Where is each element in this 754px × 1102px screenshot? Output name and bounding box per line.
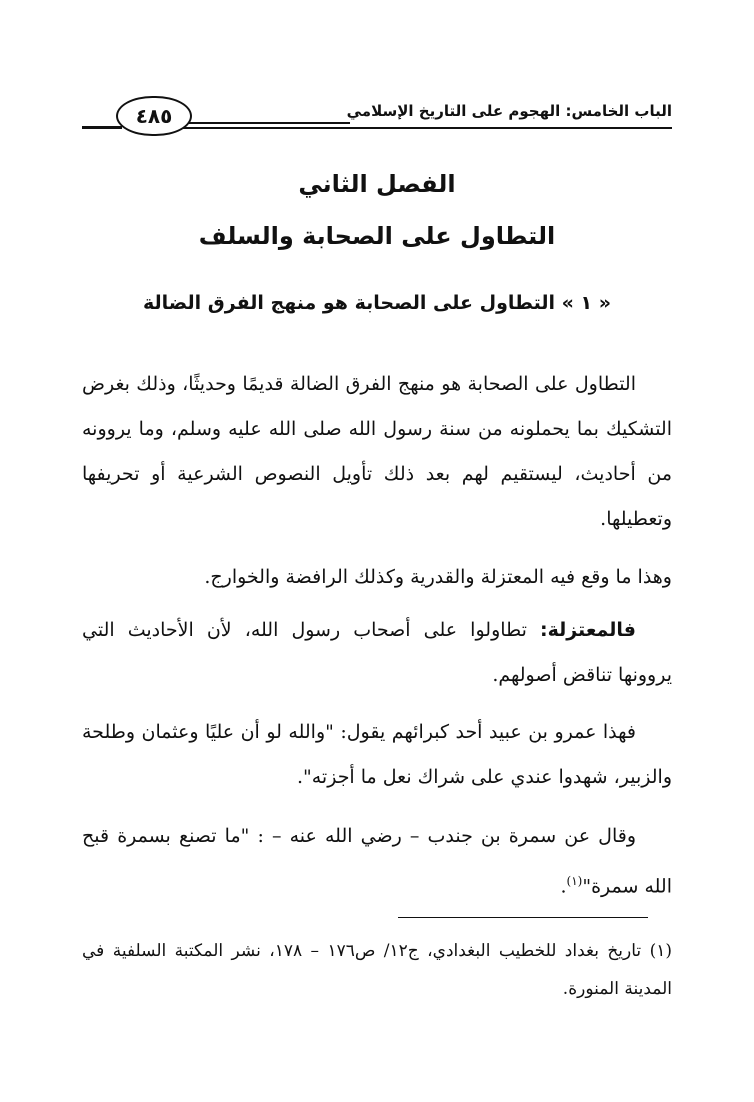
running-header-title: الباب الخامس: الهجوم على التاريخ الإسلامي	[346, 102, 672, 120]
header-rule	[350, 127, 672, 129]
paragraph-lead-term: فالمعتزلة:	[539, 619, 636, 641]
paragraph-5	[82, 814, 672, 909]
paragraph-3-text: تطاولوا على أصحاب رسول الله، لأن الأحاديث التي يروونها تناقض أصولهم.	[82, 619, 672, 686]
section-title: « ١ » التطاول على الصحابة هو منهج الفرق الضالة	[143, 292, 611, 314]
paragraph-1: التطاول على الصحابة هو منهج الفرق الضالة قديمًا وحديثًا، وذلك بغرض التشكيك بما يحملونه من سنة رسول الله صلى الله عليه وسلم، وما يروونه من أحاديث، ليستقيم لهم بعد ذلك تأويل النصوص الشرعية أو تحريفها وتعطيلها.	[82, 373, 672, 530]
footnote-reference: (١)	[566, 874, 583, 888]
chapter-title: التطاول على الصحابة والسلف	[198, 222, 556, 250]
paragraph-5-end: .	[560, 875, 567, 898]
page-number: ٤٨٥	[116, 96, 192, 136]
paragraph-3	[82, 608, 672, 698]
running-header	[82, 96, 672, 136]
paragraph-2: وهذا ما وقع فيه المعتزلة والقدرية وكذلك الرافضة والخوارج.	[204, 566, 672, 588]
paragraph-4: فهذا عمرو بن عبيد أحد كبرائهم يقول: "والله لو أن عليًا وعثمان وطلحة والزبير، شهدوا عندي على شراك نعل ما أجزته".	[82, 721, 672, 788]
header-rule-left	[82, 126, 122, 129]
chapter-label: الفصل الثاني	[298, 170, 456, 198]
paragraph-5-text: وقال عن سمرة بن جندب – رضي الله عنه – : "ما تصنع بسمرة قبح الله سمرة"	[82, 825, 672, 898]
footnote: (١) تاريخ بغداد للخطيب البغدادي، ج١٢/ ص١٧٦ – ١٧٨، نشر المكتبة السلفية في المدينة المنورة.	[82, 941, 672, 999]
footnote-separator	[398, 917, 648, 918]
